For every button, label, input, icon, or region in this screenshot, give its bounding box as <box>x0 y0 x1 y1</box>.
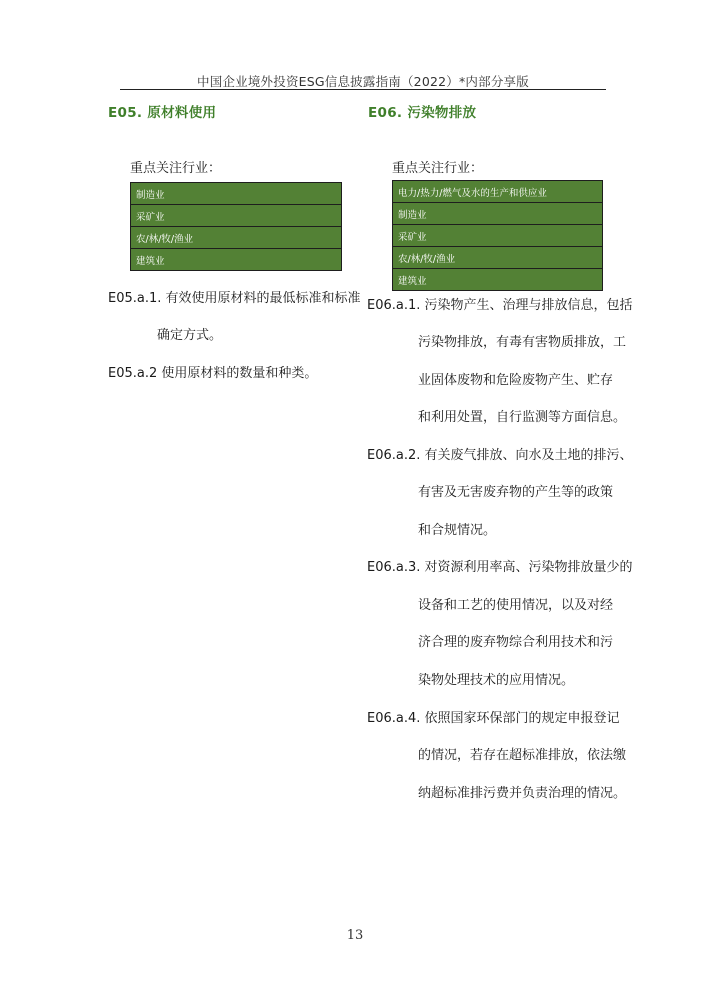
item-line: 纳超标准排污费并负责治理的情况。 <box>418 786 627 801</box>
item-line: E06.a.1. 污染物产生、治理与排放信息，包括 <box>367 298 633 313</box>
table-row <box>393 203 603 225</box>
section-title-e05: E05. 原材料使用 <box>108 105 217 121</box>
industry-table-e05 <box>130 182 342 271</box>
table-cell: 采矿业 <box>393 225 603 247</box>
item-line: E05.a.1. 有效使用原材料的最低标准和标准 <box>108 291 361 306</box>
table-cell: 建筑业 <box>393 269 603 291</box>
table-cell: 制造业 <box>393 203 603 225</box>
item-line: E06.a.4. 依照国家环保部门的规定申报登记 <box>367 711 620 726</box>
item-line: 业固体废物和危险废物产生、贮存 <box>418 373 614 388</box>
table-cell: 农/林/牧/渔业 <box>131 227 342 249</box>
table-cell: 制造业 <box>131 183 342 205</box>
table-cell: 建筑业 <box>131 249 342 271</box>
table-cell: 采矿业 <box>131 205 342 227</box>
table-row <box>393 269 603 291</box>
table-cell: 电力/热力/燃气及水的生产和供应业 <box>393 181 603 203</box>
item-line: 污染物排放，有毒有害物质排放，工 <box>418 335 627 350</box>
table-cell: 农/林/牧/渔业 <box>393 247 603 269</box>
item-line: 染物处理技术的应用情况。 <box>418 673 575 688</box>
table-row <box>131 249 342 271</box>
item-line: 济合理的废弃物综合利用技术和污 <box>418 635 614 650</box>
item-line: E05.a.2 使用原材料的数量和种类。 <box>108 366 318 381</box>
item-line: E06.a.3. 对资源利用率高、污染物排放量少的 <box>367 560 633 575</box>
table-row <box>393 247 603 269</box>
industry-label-e05: 重点关注行业： <box>130 161 222 176</box>
item-line: 确定方式。 <box>157 328 223 343</box>
item-line: E06.a.2. 有关废气排放、向水及土地的排污、 <box>367 448 633 463</box>
table-row <box>131 183 342 205</box>
item-line: 设备和工艺的使用情况，以及对经 <box>418 598 614 613</box>
document-header-title: 中国企业境外投资ESG信息披露指南（2022）*内部分享版 <box>197 74 529 89</box>
table-row <box>131 227 342 249</box>
header-divider <box>120 89 606 90</box>
page-number: 13 <box>346 928 364 943</box>
industry-label-e06: 重点关注行业： <box>392 161 484 176</box>
item-line: 的情况，若存在超标准排放，依法缴 <box>418 748 627 763</box>
table-row <box>393 181 603 203</box>
item-line: 有害及无害废弃物的产生等的政策 <box>418 485 614 500</box>
item-line: 和合规情况。 <box>418 523 497 538</box>
table-row <box>131 205 342 227</box>
industry-table-e06 <box>392 180 603 291</box>
table-row <box>393 225 603 247</box>
section-title-e06: E06. 污染物排放 <box>368 105 477 121</box>
item-line: 和利用处置，自行监测等方面信息。 <box>418 410 627 425</box>
